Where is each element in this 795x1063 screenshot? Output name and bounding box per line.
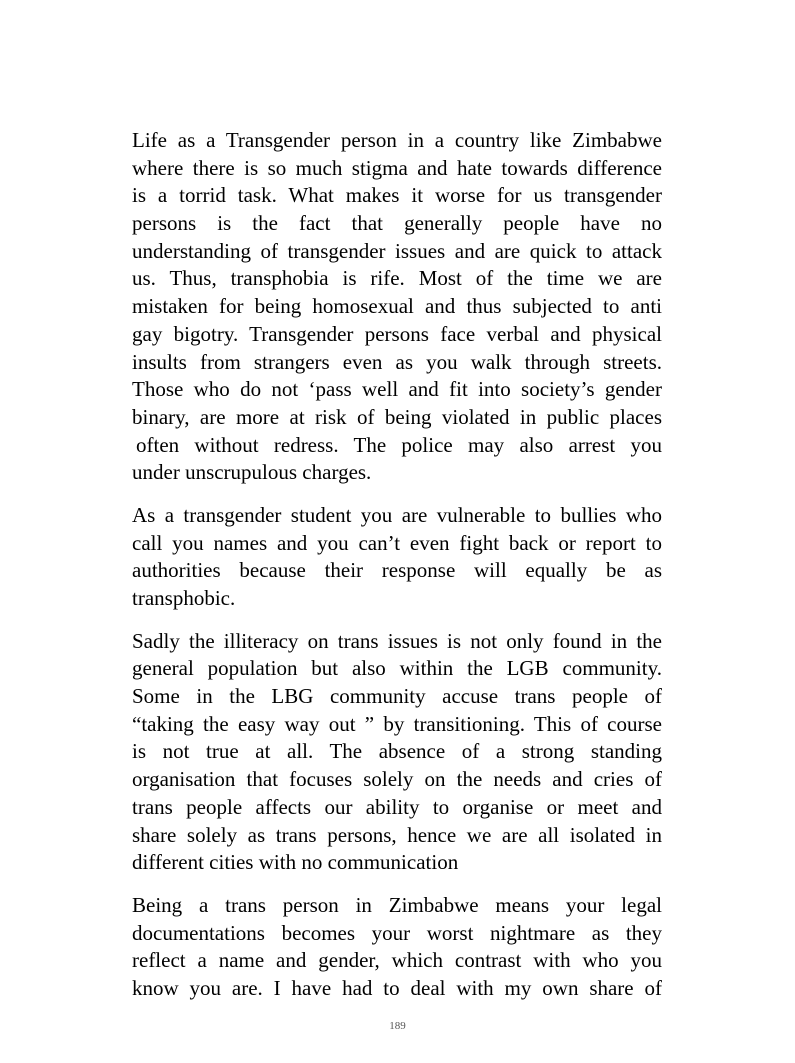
page-number: 189 <box>389 1020 406 1032</box>
text-line: As a transgender student you are vulnerable to bullies who <box>132 502 662 527</box>
text-line: gay bigotry. Transgender persons face verbal and physical <box>132 321 662 346</box>
text-line: share solely as trans persons, hence we are all isolated in <box>132 822 662 847</box>
text-line: Being a trans person in Zimbabwe means your legal <box>132 892 662 917</box>
text-line: reflect a name and gender, which contrast with who you <box>132 948 662 973</box>
text-line: documentations becomes your worst nightmare as they <box>132 920 662 945</box>
text-line: different cities with no communication <box>132 850 459 875</box>
text-line: Some in the LBG community accuse trans people of <box>132 684 662 709</box>
paragraph-2 <box>132 502 662 613</box>
text-line: us. Thus, transphobia is rife. Most of the time we are <box>132 266 662 291</box>
text-line: call you names and you can’t even fight back or report to <box>132 530 662 555</box>
paragraph-1 <box>132 127 662 487</box>
text-line: binary, are more at risk of being violated in public places <box>132 404 662 429</box>
text-line: general population but also within the LGB community. <box>132 656 662 681</box>
text-line: Those who do not ‘pass well and fit into society’s gender <box>132 377 662 402</box>
text-line: transphobic. <box>132 586 236 610</box>
text-line: is not true at all. The absence of a strong standing <box>132 739 662 764</box>
text-line: mistaken for being homosexual and thus subjected to anti <box>132 294 662 319</box>
text-line: know you are. I have had to deal with my own share of <box>132 975 662 1000</box>
text-line: where there is so much stigma and hate towards difference <box>132 155 662 180</box>
text-line: is a torrid task. What makes it worse for us transgender <box>132 183 662 208</box>
text-line: persons is the fact that generally people have no <box>132 211 662 236</box>
text-line: insults from strangers even as you walk through streets. <box>132 349 662 374</box>
text-line: authorities because their response will equally be as <box>132 558 662 583</box>
text-line: organisation that focuses solely on the needs and cries of <box>132 767 662 792</box>
text-line: trans people affects our ability to organise or meet and <box>132 794 662 819</box>
text-line: Sadly the illiteracy on trans issues is not only found in the <box>132 628 662 653</box>
body-text <box>132 127 662 1018</box>
text-line: under unscrupulous charges. <box>132 460 372 485</box>
paragraph-4 <box>132 892 662 1003</box>
text-line: often without redress. The police may also arrest you <box>136 432 662 457</box>
text-line: understanding of transgender issues and are quick to attack <box>132 238 662 263</box>
text-line: “taking the easy way out ” by transitioning. This of course <box>132 711 662 736</box>
text-line: Life as a Transgender person in a country like Zimbabwe <box>132 128 662 152</box>
paragraph-3 <box>132 628 662 877</box>
